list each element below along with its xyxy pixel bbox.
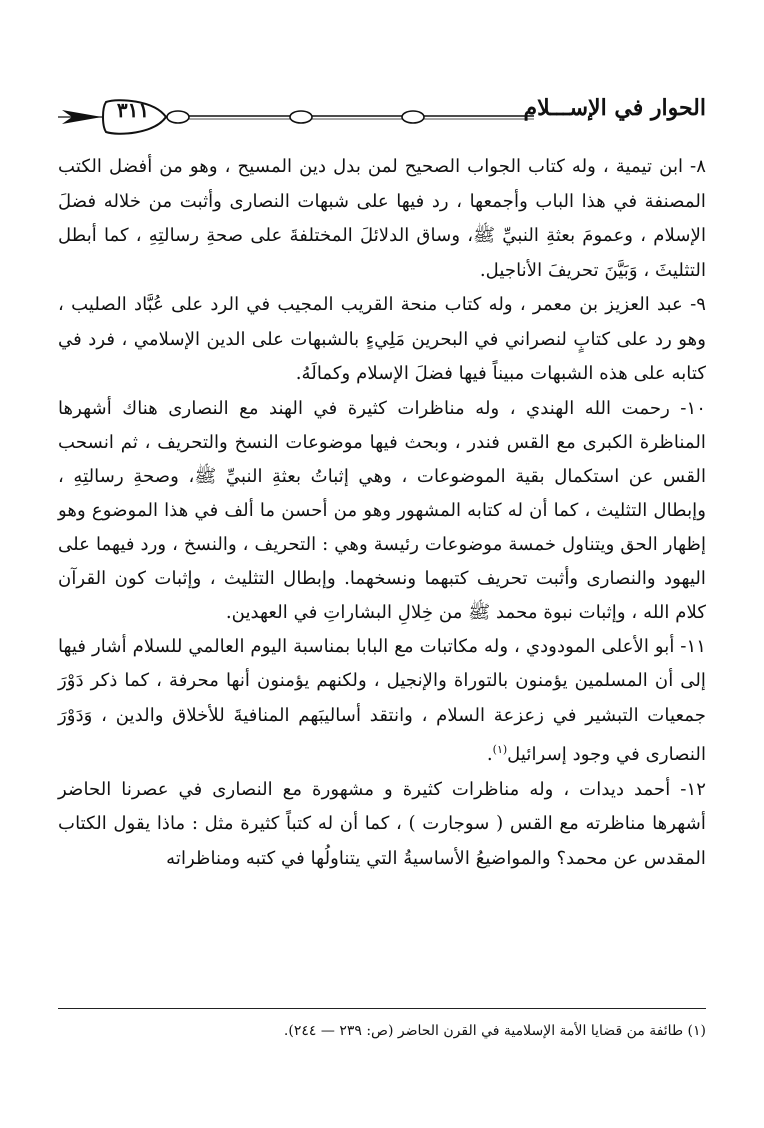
paragraph-item-9: ٩- عبد العزيز بن معمر ، وله كتاب منحة القريب المجيب في الرد على عُبَّاد الصليب ، وهو رد على كتابٍ لنصراني في البحرين مَلِيءٍ بالشبهات على الدين الإسلامي ، فرد في كتابه على هذه الشبهات مبيناً فيها فضلَ الإسلام وكمالَهُ. (58, 294, 706, 384)
paragraph-item-10: ١٠- رحمت الله الهندي ، وله مناظرات كثيرة في الهند مع النصارى هناك أشهرها المناظرة الكبرى مع القس فندر ، وبحث فيها موضوعات النسخ والتحريف ، ثم انسحب القس عن استكمال بقية الموضوعات ، وهي إثباتُ بعثةِ النبيِّ ﷺ، وصحةِ رسالتِهِ ، وإبطال التثليث ، كما أن له كتابه المشهور وهو من أحسن ما ألف في هذا الموضوع وهو إظهار الحق ويتناول خمسة موضوعات رئيسة وهي : التحريف ، والنسخ ، ورد فيهما على اليهود والنصارى وأثبت تحريف كتبهما ونسخهما. وإبطال التثليث ، وإثبات كون القرآن كلام الله ، وإثبات نبوة محمد ﷺ من خِلالِ البشاراتِ في العهدين. (58, 397, 706, 623)
body-text (58, 150, 706, 876)
page-number: ٣١١ (116, 98, 150, 122)
paragraph-item-8: ٨- ابن تيمية ، وله كتاب الجواب الصحيح لمن بدل دين المسيح ، وهو من أفضل الكتب المصنفة في هذا الباب وأجمعها ، رد فيها على شبهات النصارى وأثبت من خلاله فضلَ الإسلام ، وعمومَ بعثةِ النبيِّ ﷺ، وساق الدلائلَ المختلفةَ على صحةِ رسالتِهِ ، كما أبطل التثليثَ ، وَبَيَّنَ تحريفَ الأناجيل. (58, 156, 706, 281)
running-title: الحوار في الإســـلام (523, 95, 706, 121)
footnote-separator (58, 1008, 706, 1009)
footnote: (١) طائفة من قضايا الأمة الإسلامية في القرن الحاضر (ص: ٢٣٩ — ٢٤٤). (283, 1023, 706, 1039)
paragraph-item-12: ١٢- أحمد ديدات ، وله مناظرات كثيرة و مشهورة مع النصارى في عصرنا الحاضر أشهرها مناظرته مع القس ( سوجارت ) ، كما أن له كتباً كثيرة مثل : ماذا يقول الكتاب المقدس عن محمد؟ والمواضيعُ الأساسيةُ التي يتناولُها في كتبه ومناظراته (58, 778, 706, 869)
paragraph-end-mark: . (486, 744, 493, 766)
paragraph-item-11 (58, 630, 706, 773)
page-header (58, 86, 706, 142)
paragraph-item-11-text: ١١- أبو الأعلى المودودي ، وله مكاتبات مع البابا بمناسبة اليوم العالمي للسلام أشار فيها إلى أن المسلمين يؤمنون بالتوراة والإنجيل ، ولكنهم يؤمنون أنها محرفة ، كما ذكر دَوْرَ جمعيات التبشير في زعزعة السلام ، وانتقد أساليبَهم المنافيةَ للأخلاق والدين ، وَدَوْرَ النصارى في وجود إسرائيل (58, 635, 706, 766)
book-page (58, 86, 706, 1106)
footnote-marker: (١) (492, 743, 508, 756)
